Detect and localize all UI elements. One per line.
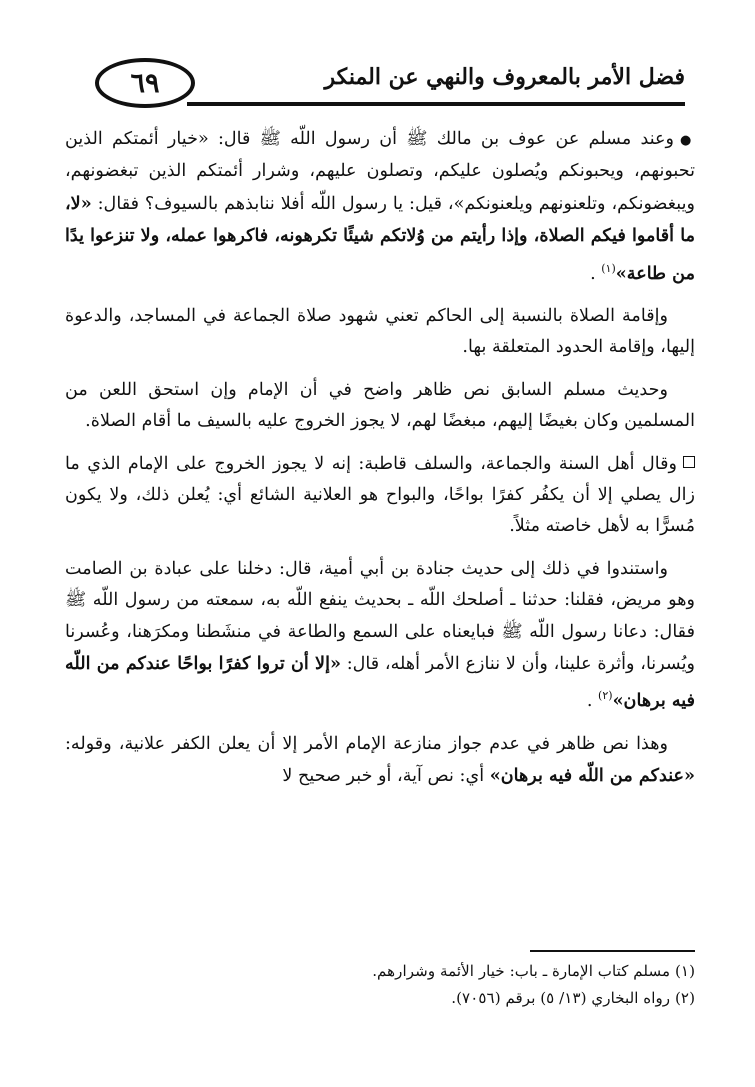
paragraph-2: وإقامة الصلاة بالنسبة إلى الحاكم تعني شهود صلاة الجماعة في المساجد، والدعوة إليها، وإقامة الحدود المتعلقة بها. <box>65 305 695 358</box>
footnote-ref-2: (٢) <box>598 689 613 703</box>
hadith-bold-quote: «إلا أن تروا كفرًا بواحًا عندكم من اللّه فيه برهان» <box>65 652 695 712</box>
quoted-phrase: «عندكم من اللّه فيه برهان» <box>489 765 695 787</box>
paragraph-1: ●وعند مسلم عن عوف بن مالك ﷺ أن رسول اللّه ﷺ قال: «خيار أئمتكم الذين تحبونهم، ويحبونكم ويُصلون عليكم، وتصلون عليهم، وشرار أئمتكم الذين تبغضونهم، ويبغضونكم، وتلعنونهم ويلعنونكم»، قيل: يا رسول اللّه أفلا ننابذهم بالسيوف؟ فقال: «لا، ما أقاموا فيكم الصلاة، وإذا رأيتم من وُلاتكم شيئًا تكرهونه، فاكرهوا عمله، ولا تنزعوا يدًا من طاعة»$^{(١)}$ . <box>65 129 695 284</box>
hadith-answer: «لا، ما أقاموا فيكم الصلاة، وإذا رأيتم من وُلاتكم شيئًا تكرهونه، فاكرهوا عمله، ولا تنزعوا يدًا من طاعة» <box>65 192 695 284</box>
square-marker-icon <box>683 456 695 468</box>
hadith-quote: «خيار أئمتكم الذين تحبونهم، ويحبونكم ويُصلون عليكم، وتصلون عليهم، وشرار أئمتكم الذين تبغضونهم، ويبغضونكم، وتلعنونهم ويلعنونكم» <box>65 129 695 214</box>
header-rule <box>187 102 685 106</box>
paragraph-6: وهذا نص ظاهر في عدم جواز منازعة الإمام الأمر إلا أن يعلن الكفر علانية، وقوله: «عندكم من اللّه فيه برهان» أي: نص آية، أو خبر صحيح لا <box>65 733 695 787</box>
footnotes <box>65 958 695 1012</box>
page-number: ٦٩ <box>95 58 195 108</box>
body-text <box>65 124 695 803</box>
bullet-icon: ● <box>680 133 695 148</box>
paragraph-5: واستندوا في ذلك إلى حديث جنادة بن أبي أمية، قال: دخلنا على عبادة بن الصامت وهو مريض، فقلنا: حدثنا ـ أصلحك اللّه ـ بحديث ينفع اللّه به، سمعته من رسول اللّه ﷺ فقال: دعانا رسول اللّه ﷺ فبايعناه على السمع والطاعة في منشَطنا ومكرَهنا، وعُسرنا ويُسرنا، وأثرة علينا، وأن لا ننازع الأمر أهله، قال: «إلا أن تروا كفرًا بواحًا عندكم من اللّه فيه برهان»$^{(٢)}$ . <box>65 558 695 712</box>
footnote-2: (٢) رواه البخاري (١٣/ ٥) برقم (٧٠٥٦). <box>451 989 695 1007</box>
paragraph-3: وحديث مسلم السابق نص ظاهر واضح في أن الإمام وإن استحق اللعن من المسلمين وكان بغيضًا إليهم، مبغضًا لهم، لا يجوز الخروج عليه بالسيف ما أقام الصلاة. <box>65 379 695 432</box>
running-title: فضل الأمر بالمعروف والنهي عن المنكر <box>324 64 685 90</box>
paragraph-4: وقال أهل السنة والجماعة، والسلف قاطبة: إنه لا يجوز الخروج على الإمام الذي ما زال يصلي إلا أن يكفُر كفرًا بواحًا، والبواح هو العلانية الشائع أي: يُعلن ذلك، ولا يكون مُسرًّا به لأهل خاصته مثلاً. <box>65 453 695 537</box>
footnote-1: (١) مسلم كتاب الإمارة ـ باب: خيار الأئمة وشرارهم. <box>372 962 695 980</box>
footnote-separator <box>530 950 695 952</box>
footnote-ref-1: (١) <box>601 261 616 275</box>
page-header <box>95 58 685 108</box>
